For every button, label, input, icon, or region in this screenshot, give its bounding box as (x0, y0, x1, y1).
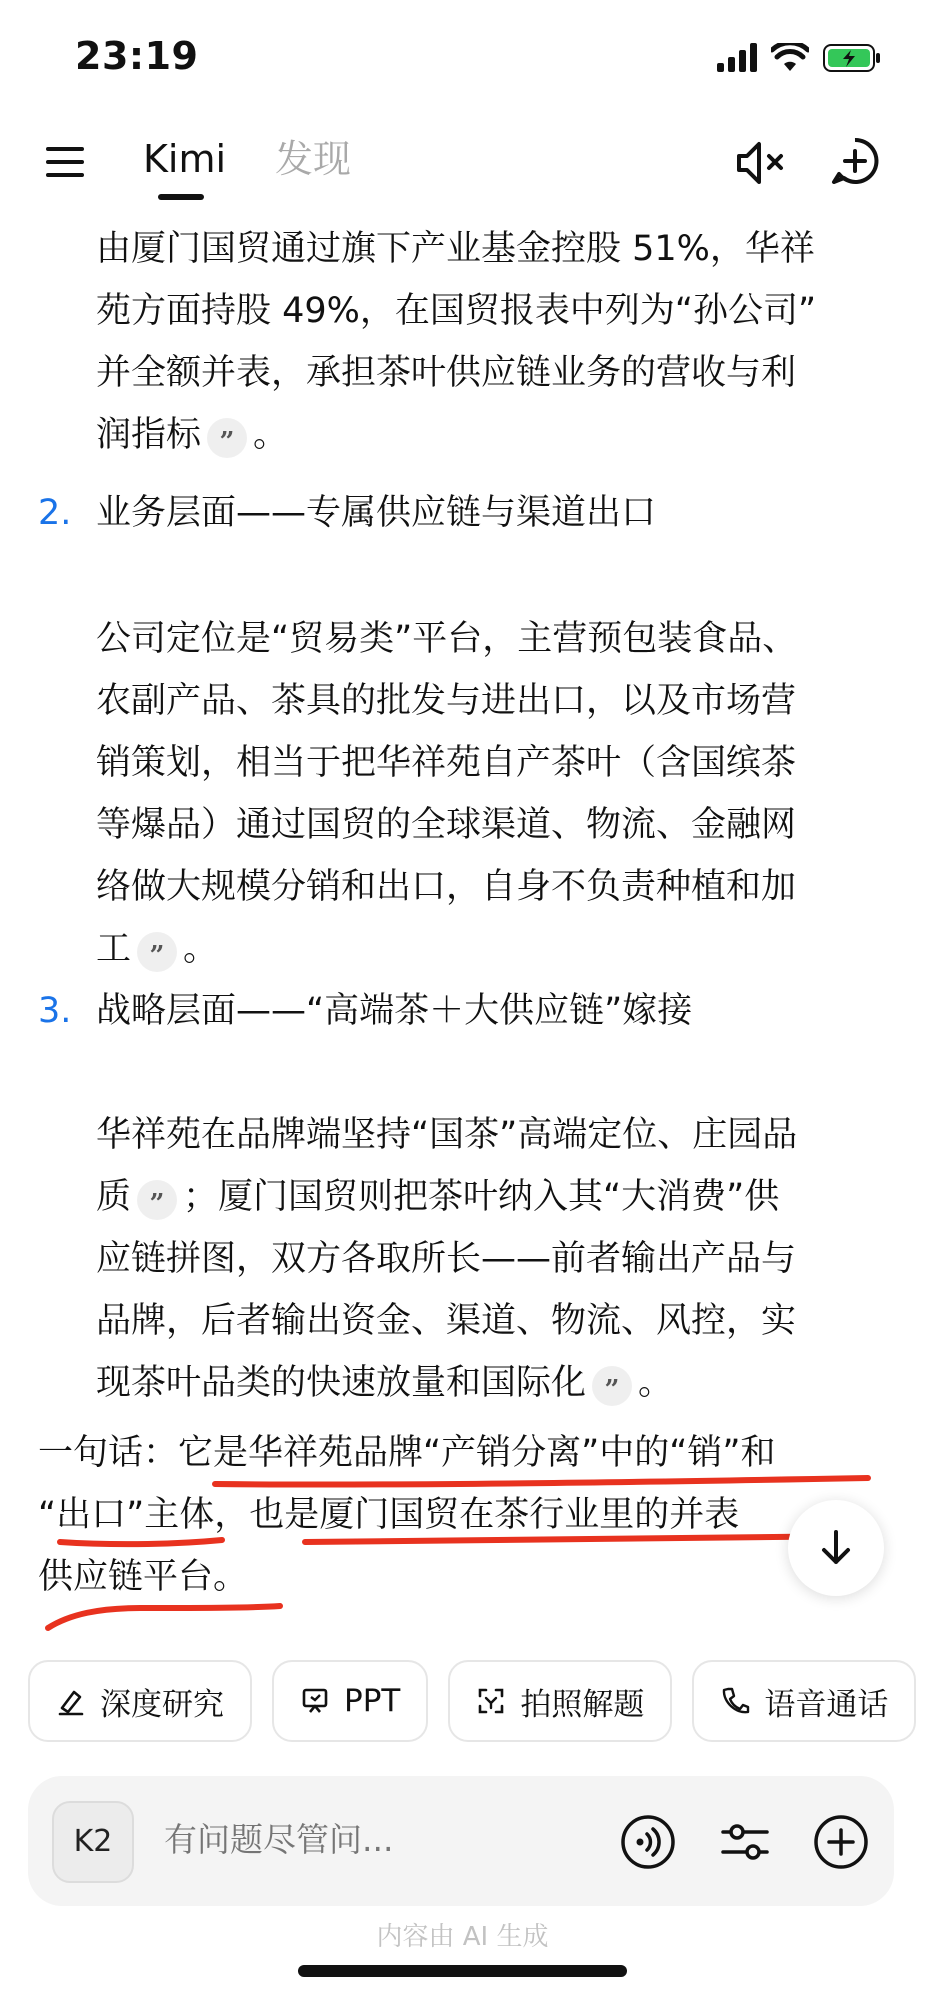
chip-label: 深度研究 (100, 1686, 224, 1723)
home-indicator (298, 1965, 627, 1977)
wifi-icon (771, 43, 809, 73)
text-line: 应链拼图，双方各取所长——前者输出产品与 (96, 1239, 797, 1279)
sliders-icon[interactable] (717, 1814, 773, 1870)
text-line: 等爆品）通过国贸的全球渠道、物流、金融网 (96, 805, 797, 845)
text-fragment: 。 (638, 1363, 674, 1403)
battery-icon (823, 43, 881, 73)
text-line: 华祥苑在品牌端坚持“国茶”高端定位、庄园品 (96, 1115, 798, 1155)
text-fragment: 质 (96, 1177, 132, 1217)
speaker-mute-icon[interactable] (735, 138, 789, 188)
status-bar (0, 0, 925, 118)
quick-action-chips (28, 1660, 925, 1744)
chip-voice-call[interactable] (692, 1660, 916, 1742)
chip-deep-research[interactable] (28, 1660, 252, 1742)
text-fragment: 。 (183, 929, 219, 969)
text-line: “出口”主体，也是厦门国贸在茶行业里的并表 (38, 1495, 740, 1535)
citation-icon[interactable]: ” (592, 1366, 632, 1406)
text-line (96, 1166, 886, 1228)
ai-generated-note: 内容由 AI 生成 (376, 1922, 549, 1952)
text-line: 公司定位是“贸易类”平台，主营预包装食品、 (96, 619, 798, 659)
arrow-down-icon (818, 1528, 854, 1568)
summary-paragraph (38, 1422, 888, 1608)
menu-icon[interactable] (46, 144, 86, 180)
text-line (96, 404, 886, 466)
text-line: 农副产品、茶具的批发与进出口，以及市场营 (96, 681, 797, 721)
text-line: 一句话：它是华祥苑品牌“产销分离”中的“销”和 (38, 1433, 776, 1473)
list-number-2: 2. (38, 493, 72, 533)
active-tab-indicator (158, 194, 204, 200)
text-line: 供应链平台。 (38, 1557, 249, 1597)
scan-icon (476, 1686, 506, 1716)
text-line: 络做大规模分销和出口，自身不负责种植和加 (96, 867, 797, 907)
paragraph-3 (96, 1104, 886, 1414)
text-line: 苑方面持股 49%，在国贸报表中列为“孙公司” (96, 291, 817, 331)
new-chat-icon[interactable] (830, 136, 880, 186)
list-heading-2: 业务层面——专属供应链与渠道出口 (96, 493, 657, 533)
signal-icon (717, 43, 757, 73)
text-fragment: 。 (253, 415, 289, 455)
tab-kimi[interactable]: Kimi (143, 137, 227, 181)
text-line (96, 918, 886, 980)
status-icons (717, 38, 881, 78)
scroll-to-bottom-button[interactable] (788, 1500, 884, 1596)
top-nav (0, 128, 925, 208)
chip-label: PPT (344, 1683, 401, 1719)
list-number-3: 3. (38, 991, 72, 1031)
ppt-icon (300, 1686, 330, 1716)
chat-input-bar (28, 1776, 894, 1906)
list-heading-3: 战略层面——“高端茶＋大供应链”嫁接 (96, 991, 693, 1031)
status-time: 23:19 (75, 34, 199, 78)
text-line: 并全额并表，承担茶叶供应链业务的营收与利 (96, 353, 797, 393)
paragraph-1 (96, 218, 886, 466)
chat-content (0, 210, 925, 1650)
chip-ppt[interactable] (272, 1660, 428, 1742)
text-line: 由厦门国贸通过旗下产业基金控股 51%，华祥 (96, 229, 815, 269)
plus-circle-icon[interactable] (813, 1814, 869, 1870)
chip-label: 拍照解题 (520, 1686, 645, 1723)
paragraph-2 (96, 608, 886, 980)
research-pen-icon (56, 1686, 86, 1716)
citation-icon[interactable]: ” (207, 418, 247, 458)
text-line: 销策划，相当于把华祥苑自产茶叶（含国缤茶 (96, 743, 797, 783)
text-fragment: 现茶叶品类的快速放量和国际化 (96, 1363, 587, 1403)
text-line (96, 1352, 886, 1414)
text-line: 品牌，后者输出资金、渠道、物流、风控，实 (96, 1301, 797, 1341)
tab-discover[interactable]: 发现 (275, 137, 352, 181)
voice-input-icon[interactable] (620, 1814, 676, 1870)
chat-input[interactable] (164, 1820, 624, 1859)
model-selector-button[interactable]: K2 (52, 1801, 134, 1883)
citation-icon[interactable]: ” (137, 1180, 177, 1220)
phone-icon (720, 1686, 750, 1716)
text-fragment: 工 (96, 929, 132, 969)
text-fragment: ；厦门国贸则把茶叶纳入其“大消费”供 (183, 1177, 780, 1217)
citation-icon[interactable]: ” (137, 932, 177, 972)
chip-label: 语音通话 (764, 1686, 889, 1723)
text-fragment: 润指标 (96, 415, 202, 455)
chip-photo-solve[interactable] (448, 1660, 672, 1742)
